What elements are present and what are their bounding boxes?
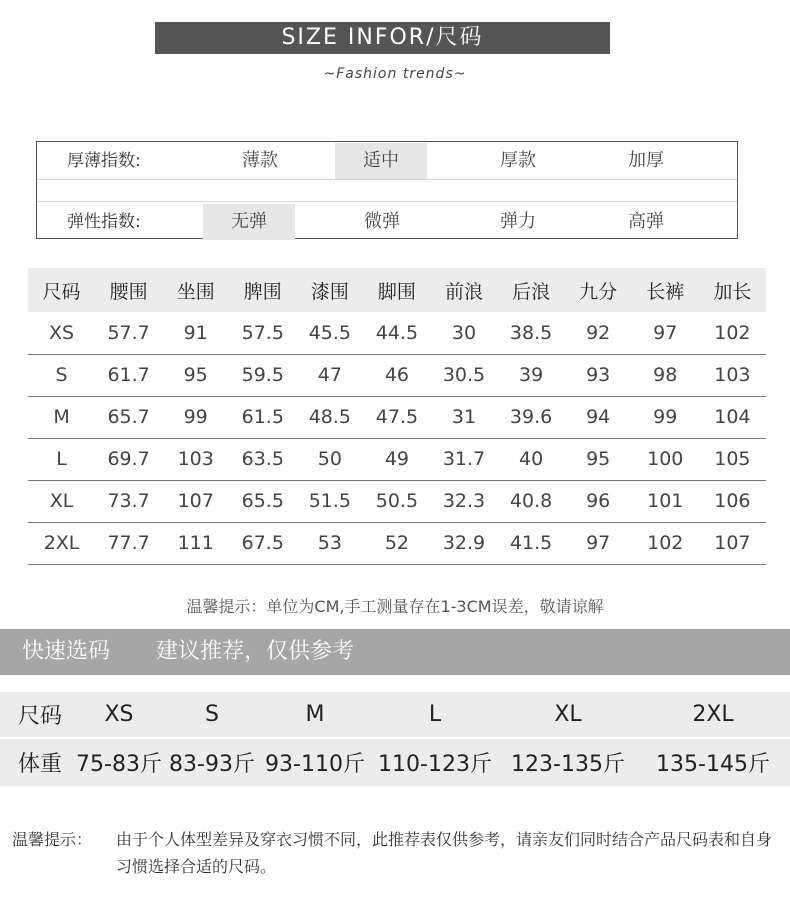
measurement-cell: 49 [363,438,430,480]
thickness-option-medium-selected: 适中 [335,143,427,179]
elasticity-option-high: 高弹 [628,211,664,232]
measurement-cell: 99 [632,396,699,438]
divider [37,179,737,180]
measurement-cell: 106 [699,480,766,522]
thickness-option-thin: 薄款 [242,150,278,171]
quick-size-cell: S [164,692,260,738]
quick-size-bar [0,629,790,675]
measurement-cell: 31 [430,396,497,438]
thickness-label: 厚薄指数: [67,151,141,171]
measurement-cell: 98 [632,354,699,396]
quick-size-cell: XS [74,692,164,738]
measurement-cell: 95 [162,354,229,396]
table-row [28,312,766,354]
size-cell: M [28,396,95,438]
measurement-cell: 104 [699,396,766,438]
measurement-cell: 97 [632,312,699,354]
measurement-cell: 95 [565,438,632,480]
header-size: 尺码 [28,268,95,312]
measurement-cell: 40.8 [498,480,565,522]
quick-weight-cell: 123-135斤 [500,738,636,786]
measurement-cell: 53 [296,522,363,564]
measurement-cell: 51.5 [296,480,363,522]
thickness-option-thick: 厚款 [500,150,536,171]
size-cell: XS [28,312,95,354]
measurement-cell: 102 [699,312,766,354]
size-info-banner: SIZE INFOR/尺码 [155,22,610,54]
measurement-cell: 39.6 [498,396,565,438]
size-measurement-table [28,268,766,565]
table-row [28,480,766,522]
header-long-length: 长裤 [632,268,699,312]
header-ninth-length: 九分 [565,268,632,312]
header-waist: 腰围 [95,268,162,312]
measurement-cell: 46 [363,354,430,396]
quick-size-cell: L [370,692,500,738]
quick-size-row [0,692,790,738]
measurement-cell: 50.5 [363,480,430,522]
measurement-cell: 102 [632,522,699,564]
measurement-cell: 73.7 [95,480,162,522]
fashion-trends-subtitle: ~Fashion trends~ [323,66,467,82]
measurement-cell: 32.9 [430,522,497,564]
measurement-cell: 93 [565,354,632,396]
measurement-notice: 温馨提示：单位为CM,手工测量存在1-3CM误差，敬请谅解 [186,597,604,616]
measurement-cell: 94 [565,396,632,438]
header-hem: 脚围 [363,268,430,312]
quick-size-title: 快速选码 [22,639,111,664]
thickness-option-extra-thick: 加厚 [628,150,664,171]
weight-row-label: 体重 [0,738,74,786]
header-knee: 漆围 [296,268,363,312]
tip-text: 由于个人体型差异及穿衣习惯不同，此推荐表仅供参考，请亲友们同时结合产品尺码表和自身习惯选择合适的尺码。 [116,830,773,876]
measurement-cell: 61.5 [229,396,296,438]
measurement-cell: 91 [162,312,229,354]
header-seat: 坐围 [162,268,229,312]
size-cell: XL [28,480,95,522]
measurement-cell: 97 [565,522,632,564]
elasticity-option-slight: 微弹 [364,211,400,232]
elasticity-row [37,204,737,240]
measurement-cell: 47.5 [363,396,430,438]
measurement-cell: 30 [430,312,497,354]
size-cell: 2XL [28,522,95,564]
elasticity-option-none-selected: 无弹 [203,204,295,240]
measurement-cell: 39 [498,354,565,396]
measurement-cell: 63.5 [229,438,296,480]
quick-weight-cell: 83-93斤 [164,738,260,786]
measurement-cell: 65.5 [229,480,296,522]
header-thigh: 脾围 [229,268,296,312]
thickness-row [37,143,737,179]
measurement-cell: 52 [363,522,430,564]
measurement-cell: 96 [565,480,632,522]
quick-weight-cell: 93-110斤 [260,738,370,786]
table-row [28,396,766,438]
measurement-cell: 38.5 [498,312,565,354]
measurement-cell: 101 [632,480,699,522]
header-front-rise: 前浪 [430,268,497,312]
measurement-cell: 103 [162,438,229,480]
measurement-cell: 41.5 [498,522,565,564]
measurement-cell: 44.5 [363,312,430,354]
measurement-cell: 48.5 [296,396,363,438]
header-back-rise: 后浪 [498,268,565,312]
measurement-cell: 31.7 [430,438,497,480]
measurement-cell: 111 [162,522,229,564]
measurement-cell: 50 [296,438,363,480]
table-row [28,354,766,396]
quick-size-cell: 2XL [636,692,790,738]
tip-label: 温馨提示： [12,830,93,849]
measurement-cell: 67.5 [229,522,296,564]
quick-size-cell: M [260,692,370,738]
measurement-cell: 77.7 [95,522,162,564]
table-row [28,438,766,480]
measurement-cell: 92 [565,312,632,354]
quick-size-table [0,692,790,786]
table-header-row [28,268,766,312]
measurement-cell: 45.5 [296,312,363,354]
measurement-cell: 61.7 [95,354,162,396]
elasticity-option-elastic: 弹力 [500,211,536,232]
size-row-label: 尺码 [0,692,74,738]
measurement-cell: 32.3 [430,480,497,522]
measurement-cell: 57.5 [229,312,296,354]
quick-size-cell: XL [500,692,636,738]
measurement-cell: 59.5 [229,354,296,396]
quick-weight-cell: 110-123斤 [370,738,500,786]
header-extra-length: 加长 [699,268,766,312]
measurement-cell: 47 [296,354,363,396]
quick-weight-cell: 75-83斤 [74,738,164,786]
measurement-cell: 107 [699,522,766,564]
measurement-cell: 69.7 [95,438,162,480]
size-cell: S [28,354,95,396]
measurement-cell: 105 [699,438,766,480]
measurement-cell: 40 [498,438,565,480]
measurement-cell: 107 [162,480,229,522]
measurement-cell: 57.7 [95,312,162,354]
measurement-cell: 99 [162,396,229,438]
quick-weight-row [0,738,790,786]
measurement-cell: 30.5 [430,354,497,396]
measurement-cell: 100 [632,438,699,480]
elasticity-label: 弹性指数: [67,212,141,232]
size-cell: L [28,438,95,480]
table-row [28,522,766,564]
quick-size-subtitle: 建议推荐，仅供参考 [156,639,355,664]
quick-weight-cell: 135-145斤 [636,738,790,786]
measurement-cell: 65.7 [95,396,162,438]
divider [37,201,737,202]
measurement-cell: 103 [699,354,766,396]
fabric-properties-box [36,141,738,239]
